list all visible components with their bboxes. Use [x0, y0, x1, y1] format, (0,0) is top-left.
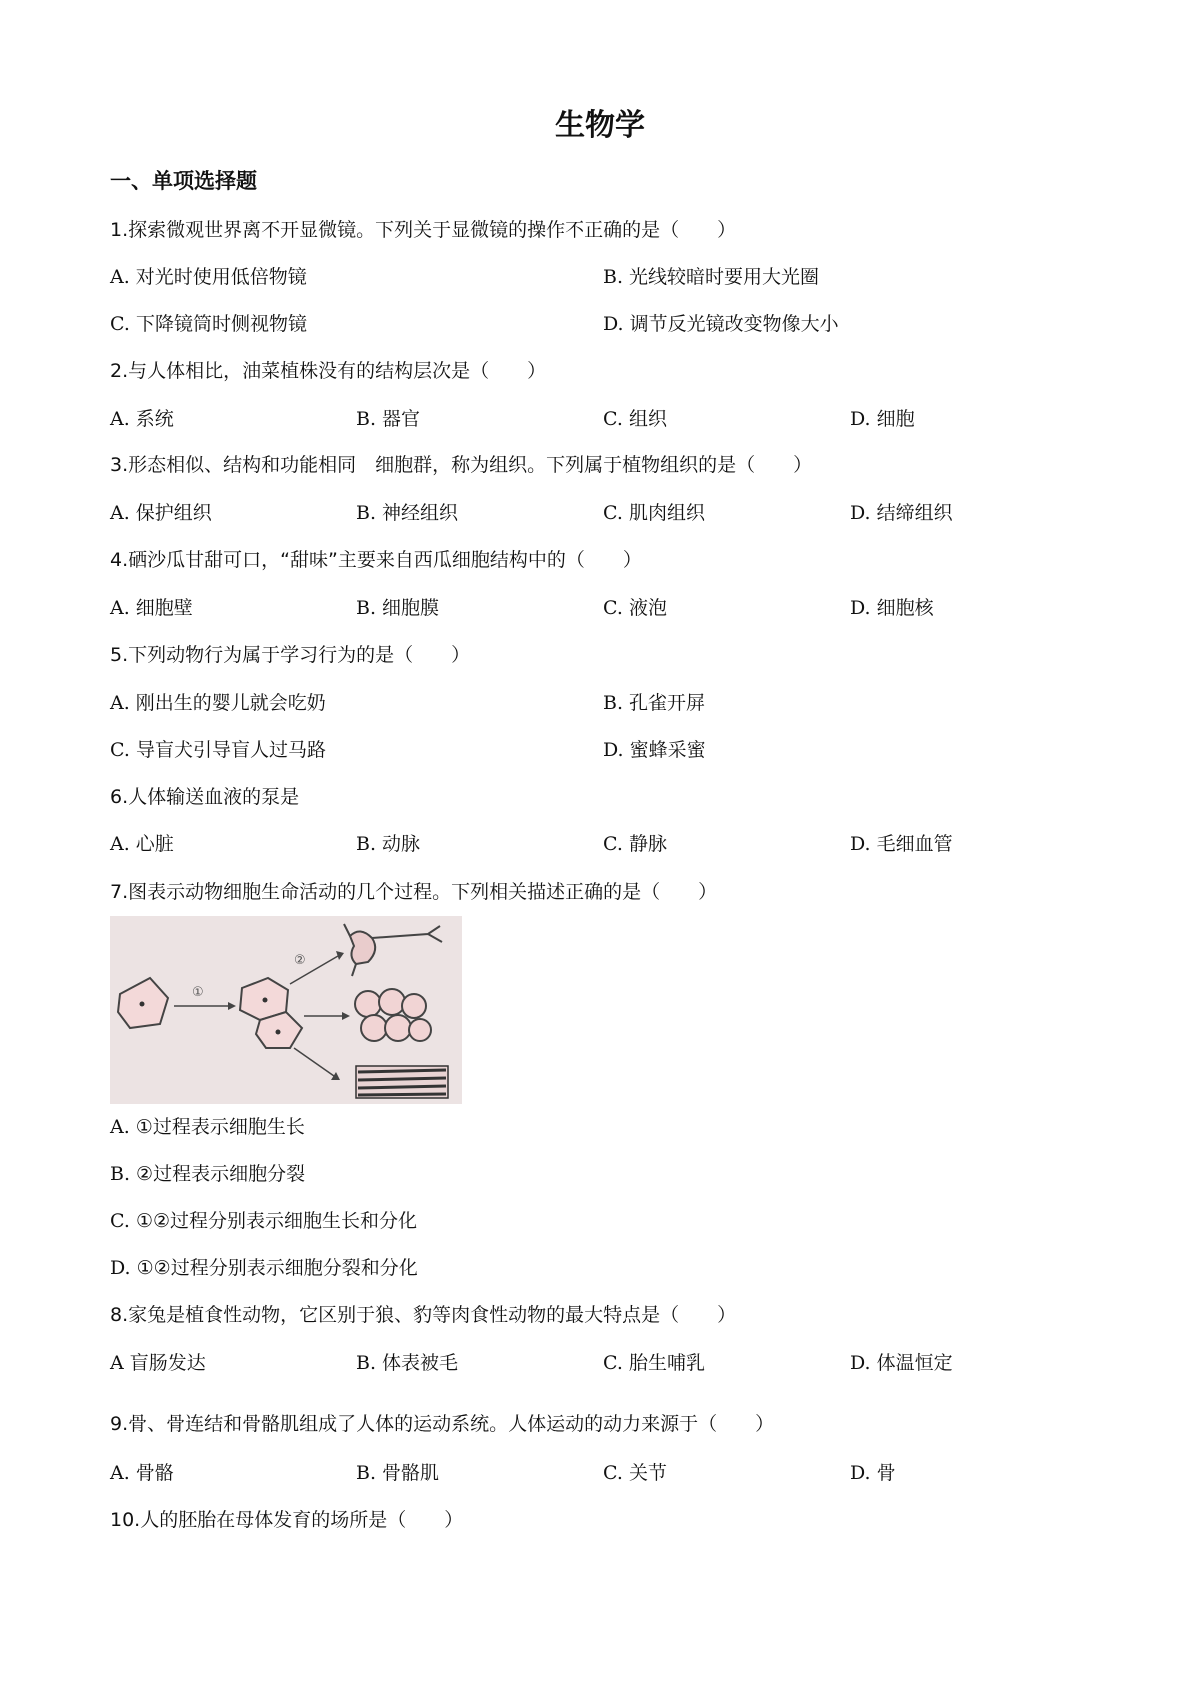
section-heading: 一、单项选择题 [110, 169, 257, 193]
q5-option-c: C. 导盲犬引导盲人过马路 [110, 739, 326, 761]
q2-option-c: C. 组织 [603, 408, 667, 430]
q2-option-a: A. 系统 [110, 408, 174, 430]
cell-process-figure [110, 916, 462, 1104]
q9-option-b: B. 骨骼肌 [356, 1462, 440, 1484]
cell-nucleus [140, 1002, 145, 1007]
q1-option-a: A. 对光时使用低倍物镜 [110, 266, 307, 288]
q1-option-c: C. 下降镜筒时侧视物镜 [110, 313, 307, 335]
q2-option-b: B. 器官 [356, 408, 421, 430]
q7-option-b: B. ②过程表示细胞分裂 [110, 1163, 306, 1185]
question-9-stem: 9.骨、骨连结和骨骼肌组成了人体的运动系统。人体运动的动力来源于（ ） [110, 1413, 775, 1435]
muscle-tissue [356, 1066, 448, 1098]
cell-diagram [110, 916, 462, 1104]
q5-option-a: A. 刚出生的婴儿就会吃奶 [110, 692, 326, 714]
question-2-stem: 2.与人体相比，油菜植株没有的结构层次是（ ） [110, 360, 547, 382]
arrowhead [342, 1012, 350, 1020]
question-3-stem: 3.形态相似、结构和功能相同 细胞群，称为组织。下列属于植物组织的是（ ） [110, 454, 813, 476]
q3-option-c: C. 肌肉组织 [603, 502, 705, 524]
q2-option-d: D. 细胞 [850, 408, 915, 430]
question-8-stem: 8.家兔是植食性动物，它区别于狼、豹等肉食性动物的最大特点是（ ） [110, 1304, 737, 1326]
q3-option-a: A. 保护组织 [110, 502, 212, 524]
cell-nucleus [263, 998, 268, 1003]
cell-nucleus [276, 1030, 281, 1035]
q7-option-a: A. ①过程表示细胞生长 [110, 1116, 305, 1138]
q1-option-d: D. 调节反光镜改变物像大小 [603, 313, 839, 335]
process-2-arrow-down [294, 1048, 334, 1076]
question-6-stem: 6.人体输送血液的泵是 [110, 786, 300, 808]
process-2-mark: ② [294, 953, 306, 968]
q9-option-d: D. 骨 [850, 1462, 896, 1484]
q6-option-b: B. 动脉 [356, 833, 421, 855]
q1-option-b: B. 光线较暗时要用大光圈 [603, 266, 820, 288]
question-5-stem: 5.下列动物行为属于学习行为的是（ ） [110, 644, 471, 666]
q9-option-c: C. 关节 [603, 1462, 667, 1484]
arrowhead [336, 951, 344, 960]
q8-option-d: D. 体温恒定 [850, 1352, 953, 1374]
q3-option-b: B. 神经组织 [356, 502, 459, 524]
q8-option-a: A 盲肠发达 [110, 1352, 206, 1374]
q3-option-d: D. 结缔组织 [850, 502, 953, 524]
question-4-stem: 4.硒沙瓜甘甜可口，“甜味”主要来自西瓜细胞结构中的（ ） [110, 549, 642, 571]
question-7-stem: 7.图表示动物细胞生命活动的几个过程。下列相关描述正确的是（ ） [110, 881, 718, 903]
q4-option-a: A. 细胞壁 [110, 597, 193, 619]
q4-option-b: B. 细胞膜 [356, 597, 440, 619]
q4-option-c: C. 液泡 [603, 597, 667, 619]
q8-option-b: B. 体表被毛 [356, 1352, 459, 1374]
epithelial-tissue [355, 989, 431, 1041]
question-1-stem: 1.探索微观世界离不开显微镜。下列关于显微镜的操作不正确的是（ ） [110, 219, 737, 241]
question-10-stem: 10.人的胚胎在母体发育的场所是（ ） [110, 1509, 464, 1531]
nerve-cell-body [350, 931, 375, 964]
q7-option-c: C. ①②过程分别表示细胞生长和分化 [110, 1210, 418, 1232]
arrowhead [331, 1072, 340, 1080]
page-title: 生物学 [555, 108, 645, 143]
q5-option-d: D. 蜜蜂采蜜 [603, 739, 706, 761]
q4-option-d: D. 细胞核 [850, 597, 934, 619]
q6-option-c: C. 静脉 [603, 833, 667, 855]
q6-option-a: A. 心脏 [110, 833, 174, 855]
q5-option-b: B. 孔雀开屏 [603, 692, 706, 714]
q8-option-c: C. 胎生哺乳 [603, 1352, 705, 1374]
q9-option-a: A. 骨骼 [110, 1462, 174, 1484]
q6-option-d: D. 毛细血管 [850, 833, 953, 855]
process-1-arrowhead [228, 1002, 236, 1010]
process-1-mark: ① [192, 985, 204, 1000]
q7-option-d: D. ①②过程分别表示细胞分裂和分化 [110, 1257, 418, 1279]
